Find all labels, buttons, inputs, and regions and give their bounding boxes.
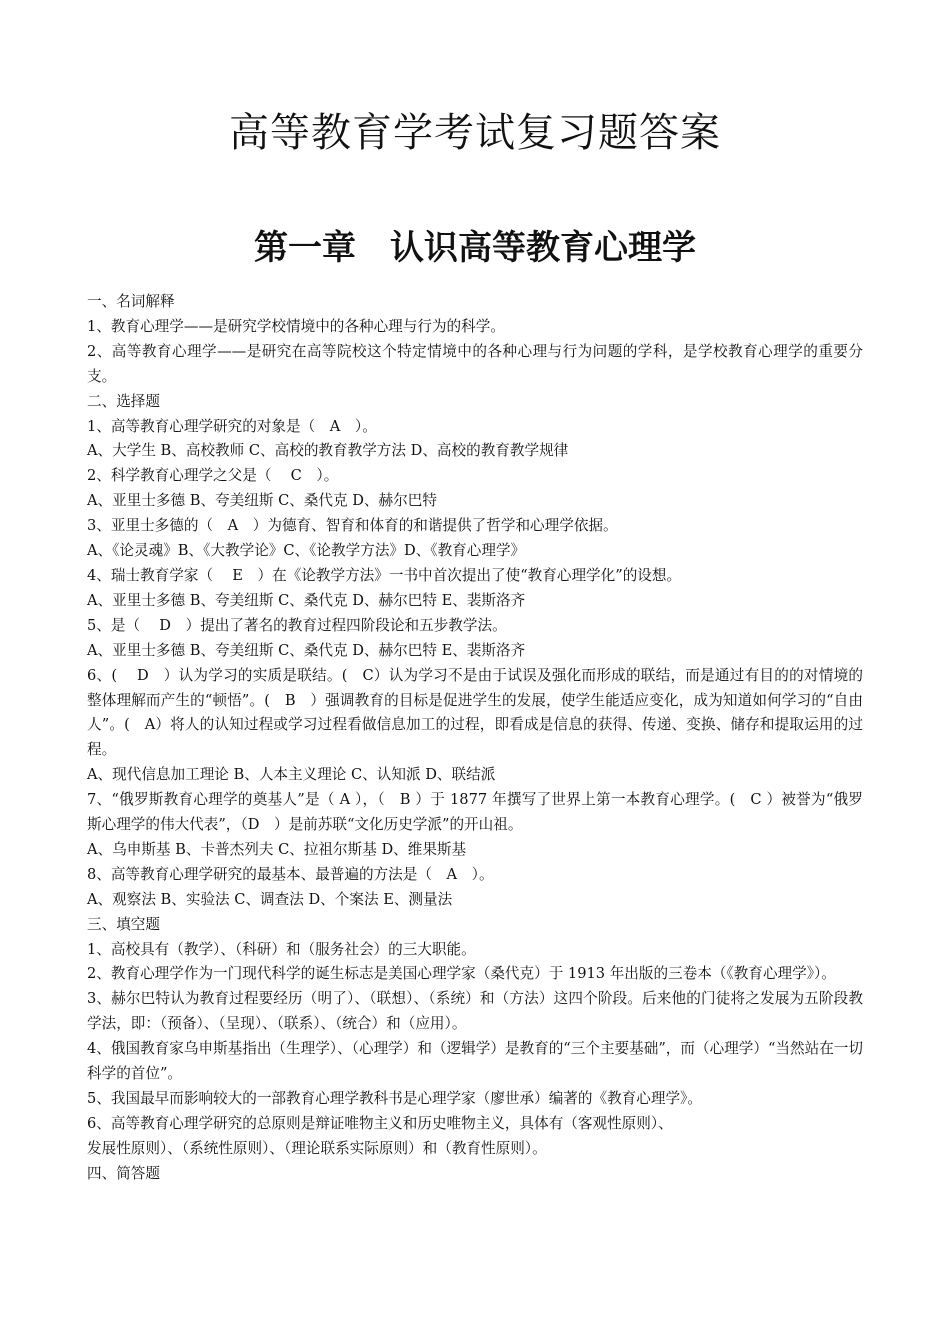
question: 8、高等教育心理学研究的最基本、最普遍的方法是（ A ）。 [87,865,494,883]
paragraph: 2、高等教育心理学——是研究在高等院校这个特定情境中的各种心理与行为问题的学科，是学校教育心理学的重要分支。 [87,342,863,385]
question: 3、亚里士多德的（ A ）为德育、智育和体育的和谐提供了哲学和心理学依据。 [87,517,618,535]
paragraph: 1、教育心理学——是研究学校情境中的各种心理与行为的科学。 [87,317,505,335]
answer-options: A、亚里士多德 B、夸美纽斯 C、桑代克 D、赫尔巴特 [87,492,437,510]
answer-options: A、《论灵魂》B、《大教学论》C、《论教学方法》D、《教育心理学》 [87,542,526,560]
chapter-title: 第一章 认识高等教育心理学 [254,228,696,268]
paragraph: 4、俄国教育家乌申斯基指出（生理学）、（心理学）和（逻辑学）是教育的“三个主要基础”，而（心理学）“当然站在一切科学的首位”。 [87,1040,863,1083]
paragraph: 3、赫尔巴特认为教育过程要经历（明了）、（联想）、（系统）和（方法）这四个阶段。后来他的门徒将之发展为五阶段教学法，即：（预备）、（呈现）、（联系）、（统合）和（应用）。 [87,990,863,1033]
question: 5、是（ D ）提出了著名的教育过程四阶段论和五步教学法。 [87,616,507,634]
paragraph: 2、教育心理学作为一门现代科学的诞生标志是美国心理学家（桑代克）于 1913 年出版的三卷本（《教育心理学》）。 [87,965,836,983]
answer-options: A、亚里士多德 B、夸美纽斯 C、桑代克 D、赫尔巴特 E、裴斯洛齐 [87,641,526,659]
section-heading: 一、名词解释 [87,293,175,310]
question: 1、高等教育心理学研究的对象是（ A ）。 [87,417,377,435]
section-heading: 三、填空题 [87,915,160,933]
answer-options: A、亚里士多德 B、夸美纽斯 C、桑代克 D、赫尔巴特 E、裴斯洛齐 [87,591,526,609]
paragraph: 1、高校具有（教学）、（科研）和（服务社会）的三大职能。 [87,940,476,958]
question: 4、瑞士教育学家（ E ）在《论教学方法》一书中首次提出了使“教育心理学化”的设想。 [87,566,682,584]
answer-options: A、大学生 B、高校教师 C、高校的教育教学方法 D、高校的教育教学规律 [87,442,569,460]
question: 6、( D ）认为学习的实质是联结。( C）认为学习不是由于试误及强化而形成的联结，而是通过有目的的对情境的整体理解而产生的“顿悟”。( B ）强调教育的目标是促进学生的发展，使学生能适应变化，成为知道如何学习的“自由人”。( A）将人的认知过程或学习过程看做信息加工的过程，即看成是信息的获得、传递、变换、储存和提取运用的过程。 [87,666,863,759]
document-body [87,290,863,1187]
answer-options: A、观察法 B、实验法 C、调查法 D、个案法 E、测量法 [87,890,453,908]
section-heading: 四、简答题 [87,1164,160,1182]
section-heading: 二、选择题 [87,392,160,410]
answer-options: A、现代信息加工理论 B、人本主义理论 C、认知派 D、联结派 [87,766,496,784]
question: 2、科学教育心理学之父是（ C ）。 [87,467,339,485]
document-title: 高等教育学考试复习题答案 [229,110,721,156]
paragraph: 6、高等教育心理学研究的总原则是辩证唯物主义和历史唯物主义，具体有（客观性原则）、 [87,1114,673,1132]
paragraph: 发展性原则）、（系统性原则）、（理论联系实际原则）和（教育性原则）。 [87,1139,547,1157]
question: 7、“俄罗斯教育心理学的奠基人”是（ A ），（ B ）于 1877 年撰写了世界上第一本教育心理学。( C ）被誉为“俄罗斯心理学的伟大代表”，（D ）是前苏联“文化历史学派”的开山祖。 [87,791,863,834]
paragraph: 5、我国最早而影响较大的一部教育心理学教科书是心理学家（廖世承）编著的《教育心理学》。 [87,1090,702,1107]
answer-options: A、乌申斯基 B、卡普杰列夫 C、拉祖尔斯基 D、维果斯基 [87,840,467,858]
